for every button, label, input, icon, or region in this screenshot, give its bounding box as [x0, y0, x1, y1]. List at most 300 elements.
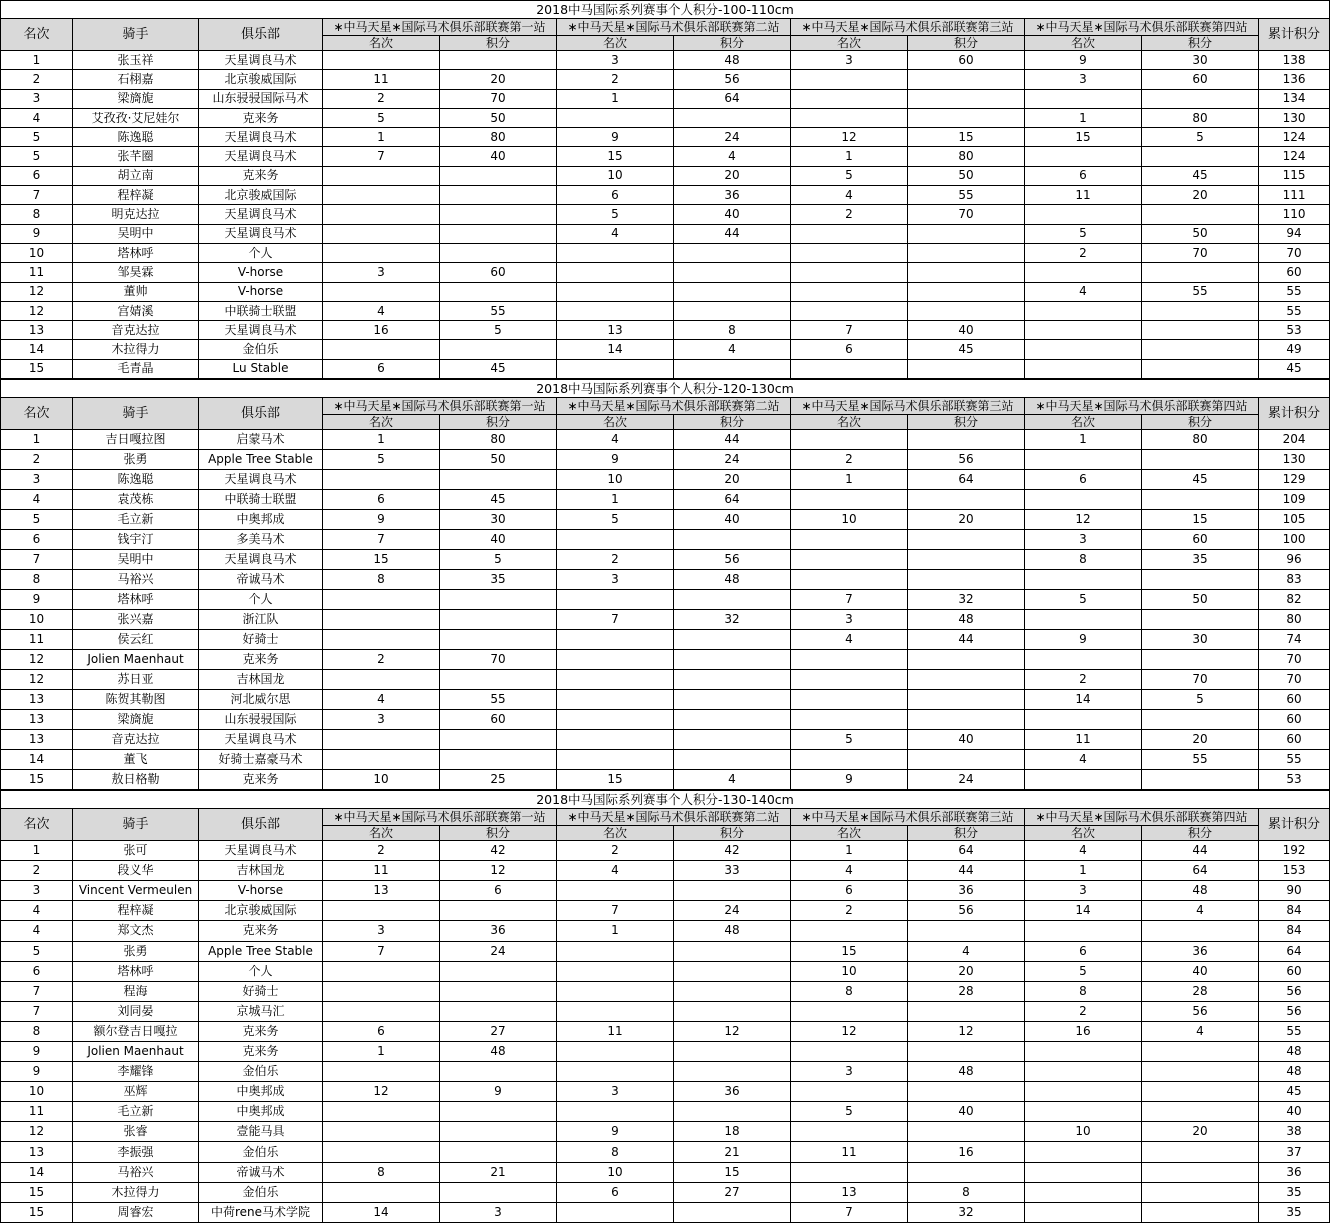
- rank-cell: 4: [1, 921, 73, 941]
- s2-points-cell: [674, 1041, 791, 1061]
- s2-rank-cell: 10: [557, 1162, 674, 1182]
- s1-rank-cell: [323, 470, 440, 490]
- s2-rank-cell: 2: [557, 550, 674, 570]
- club-cell: 山东骎骎国际马术: [199, 89, 323, 108]
- club-cell: 天星调良马术: [199, 205, 323, 224]
- s4-points-cell: [1142, 205, 1259, 224]
- rider-cell: 董飞: [73, 750, 199, 770]
- s3-points-cell: 8: [908, 1182, 1025, 1202]
- table-row: [1, 981, 1330, 1001]
- s2-rank-cell: [557, 881, 674, 901]
- rider-cell: 毛青晶: [73, 359, 199, 378]
- s4-rank-cell: 1: [1025, 861, 1142, 881]
- s3-points-cell: 24: [908, 770, 1025, 790]
- total-cell: 60: [1259, 730, 1330, 750]
- s3-points-cell: 15: [908, 128, 1025, 147]
- s2-points-cell: 24: [674, 450, 791, 470]
- s3-rank-cell: 5: [791, 166, 908, 185]
- header-station-1: ∗中马天星∗国际马术俱乐部联赛第一站: [323, 19, 557, 36]
- table-row: [1, 1122, 1330, 1142]
- club-cell: 天星调良马术: [199, 128, 323, 147]
- table-row: [1, 147, 1330, 166]
- total-cell: 94: [1259, 224, 1330, 243]
- s2-points-cell: [674, 359, 791, 378]
- s3-rank-cell: [791, 670, 908, 690]
- club-cell: 好骑士嘉豪马术: [199, 750, 323, 770]
- s3-rank-cell: 8: [791, 981, 908, 1001]
- s2-points-cell: 36: [674, 186, 791, 205]
- s3-points-cell: [908, 263, 1025, 282]
- table-row: [1, 630, 1330, 650]
- s2-rank-cell: 11: [557, 1021, 674, 1041]
- s3-points-cell: [908, 108, 1025, 127]
- s3-rank-cell: [791, 650, 908, 670]
- table-row: [1, 710, 1330, 730]
- s3-points-cell: 64: [908, 841, 1025, 861]
- table-row: [1, 1082, 1330, 1102]
- rank-cell: 1: [1, 51, 73, 70]
- rider-cell: 张玉祥: [73, 51, 199, 70]
- s4-points-cell: 4: [1142, 1021, 1259, 1041]
- s4-rank-cell: [1025, 321, 1142, 340]
- total-cell: 35: [1259, 1202, 1330, 1222]
- subheader-rank: 名次: [323, 826, 440, 841]
- table-row: [1, 530, 1330, 550]
- table-row: [1, 730, 1330, 750]
- s3-points-cell: [908, 282, 1025, 301]
- s4-rank-cell: [1025, 147, 1142, 166]
- rider-cell: 李振强: [73, 1142, 199, 1162]
- s1-rank-cell: [323, 1142, 440, 1162]
- s3-rank-cell: 9: [791, 770, 908, 790]
- s1-rank-cell: [323, 670, 440, 690]
- s3-rank-cell: 1: [791, 841, 908, 861]
- s2-rank-cell: 1: [557, 921, 674, 941]
- s2-rank-cell: [557, 730, 674, 750]
- table-row: [1, 690, 1330, 710]
- s4-rank-cell: 14: [1025, 690, 1142, 710]
- table-row: [1, 205, 1330, 224]
- rank-cell: 14: [1, 1162, 73, 1182]
- s2-points-cell: [674, 530, 791, 550]
- rider-cell: 石栩嘉: [73, 70, 199, 89]
- s4-rank-cell: 14: [1025, 901, 1142, 921]
- s2-points-cell: 12: [674, 1021, 791, 1041]
- s1-points-cell: 5: [440, 321, 557, 340]
- rider-cell: 邹昊霖: [73, 263, 199, 282]
- header-total: 累计积分: [1259, 809, 1330, 841]
- s1-rank-cell: 12: [323, 1082, 440, 1102]
- s3-points-cell: [908, 670, 1025, 690]
- s1-points-cell: [440, 243, 557, 262]
- subheader-rank: 名次: [791, 415, 908, 430]
- s1-rank-cell: [323, 961, 440, 981]
- s4-rank-cell: 3: [1025, 530, 1142, 550]
- s1-points-cell: [440, 166, 557, 185]
- s2-points-cell: 48: [674, 570, 791, 590]
- s2-points-cell: 21: [674, 1142, 791, 1162]
- s3-points-cell: 48: [908, 610, 1025, 630]
- table-row: [1, 670, 1330, 690]
- club-cell: 帝诚马术: [199, 1162, 323, 1182]
- s4-points-cell: 55: [1142, 750, 1259, 770]
- s1-points-cell: [440, 1001, 557, 1021]
- s1-rank-cell: [323, 750, 440, 770]
- table-row: [1, 750, 1330, 770]
- s1-points-cell: 5: [440, 550, 557, 570]
- rank-cell: 1: [1, 841, 73, 861]
- rider-cell: Vincent Vermeulen: [73, 881, 199, 901]
- table-row: [1, 321, 1330, 340]
- s2-points-cell: [674, 730, 791, 750]
- header-rank: 名次: [1, 19, 73, 51]
- table-row: [1, 70, 1330, 89]
- s3-points-cell: 64: [908, 470, 1025, 490]
- s2-rank-cell: 9: [557, 450, 674, 470]
- s3-rank-cell: [791, 1041, 908, 1061]
- header-station-4: ∗中马天星∗国际马术俱乐部联赛第四站: [1025, 398, 1259, 415]
- table-row: [1, 89, 1330, 108]
- s2-points-cell: [674, 710, 791, 730]
- s3-points-cell: 70: [908, 205, 1025, 224]
- s3-rank-cell: [791, 243, 908, 262]
- s3-rank-cell: [791, 921, 908, 941]
- s3-points-cell: 80: [908, 147, 1025, 166]
- s1-rank-cell: 6: [323, 359, 440, 378]
- s4-points-cell: 44: [1142, 841, 1259, 861]
- s3-rank-cell: 10: [791, 961, 908, 981]
- s2-rank-cell: [557, 630, 674, 650]
- total-cell: 105: [1259, 510, 1330, 530]
- s1-points-cell: [440, 282, 557, 301]
- s2-rank-cell: 3: [557, 1082, 674, 1102]
- s3-rank-cell: [791, 750, 908, 770]
- rank-cell: 12: [1, 301, 73, 320]
- rider-cell: 额尔登吉日嘎拉: [73, 1021, 199, 1041]
- s2-rank-cell: [557, 359, 674, 378]
- rank-cell: 13: [1, 690, 73, 710]
- ranking-table-3: [0, 790, 1330, 1223]
- s4-rank-cell: [1025, 1142, 1142, 1162]
- club-cell: 山东骎骎国际: [199, 710, 323, 730]
- s3-points-cell: [908, 650, 1025, 670]
- s1-points-cell: 40: [440, 530, 557, 550]
- s3-points-cell: 55: [908, 186, 1025, 205]
- s2-rank-cell: [557, 1041, 674, 1061]
- rider-cell: 周睿宏: [73, 1202, 199, 1222]
- s3-points-cell: [908, 301, 1025, 320]
- table-row: [1, 1182, 1330, 1202]
- club-cell: 个人: [199, 590, 323, 610]
- s4-points-cell: [1142, 570, 1259, 590]
- s3-points-cell: 40: [908, 321, 1025, 340]
- total-cell: 35: [1259, 1182, 1330, 1202]
- total-cell: 60: [1259, 961, 1330, 981]
- s1-rank-cell: 10: [323, 770, 440, 790]
- s2-points-cell: 32: [674, 610, 791, 630]
- s2-points-cell: [674, 590, 791, 610]
- s1-points-cell: 21: [440, 1162, 557, 1182]
- total-cell: 36: [1259, 1162, 1330, 1182]
- s4-rank-cell: 1: [1025, 108, 1142, 127]
- club-cell: 天星调良马术: [199, 321, 323, 340]
- subheader-rank: 名次: [791, 36, 908, 51]
- s2-points-cell: [674, 750, 791, 770]
- s4-rank-cell: 1: [1025, 430, 1142, 450]
- table-row: [1, 1021, 1330, 1041]
- total-cell: 192: [1259, 841, 1330, 861]
- s2-rank-cell: [557, 1102, 674, 1122]
- s4-points-cell: 15: [1142, 510, 1259, 530]
- s4-rank-cell: [1025, 450, 1142, 470]
- subheader-rank: 名次: [791, 826, 908, 841]
- s3-points-cell: 44: [908, 630, 1025, 650]
- rider-cell: Jolien Maenhaut: [73, 1041, 199, 1061]
- s4-rank-cell: [1025, 1182, 1142, 1202]
- s1-points-cell: [440, 1062, 557, 1082]
- rank-cell: 8: [1, 1021, 73, 1041]
- subheader-rank: 名次: [323, 415, 440, 430]
- club-cell: 壹能马具: [199, 1122, 323, 1142]
- s2-rank-cell: [557, 981, 674, 1001]
- s1-rank-cell: 16: [323, 321, 440, 340]
- s2-points-cell: 24: [674, 128, 791, 147]
- total-cell: 40: [1259, 1102, 1330, 1122]
- s1-rank-cell: 2: [323, 89, 440, 108]
- s1-rank-cell: [323, 51, 440, 70]
- header-rank: 名次: [1, 398, 73, 430]
- s2-rank-cell: [557, 282, 674, 301]
- total-cell: 45: [1259, 359, 1330, 378]
- s3-points-cell: 56: [908, 450, 1025, 470]
- table-row: [1, 166, 1330, 185]
- s4-rank-cell: 8: [1025, 981, 1142, 1001]
- s4-rank-cell: 5: [1025, 224, 1142, 243]
- table-row: [1, 470, 1330, 490]
- total-cell: 130: [1259, 450, 1330, 470]
- total-cell: 138: [1259, 51, 1330, 70]
- rider-cell: 郑文杰: [73, 921, 199, 941]
- s4-points-cell: [1142, 490, 1259, 510]
- rider-cell: 程梓凝: [73, 186, 199, 205]
- s4-points-cell: 4: [1142, 901, 1259, 921]
- s2-rank-cell: 1: [557, 89, 674, 108]
- table-row: [1, 861, 1330, 881]
- rider-cell: 董帅: [73, 282, 199, 301]
- s1-rank-cell: 6: [323, 1021, 440, 1041]
- s2-rank-cell: [557, 1001, 674, 1021]
- s2-points-cell: [674, 1001, 791, 1021]
- s2-rank-cell: [557, 750, 674, 770]
- club-cell: 克来务: [199, 108, 323, 127]
- s1-rank-cell: 8: [323, 570, 440, 590]
- subheader-rank: 名次: [557, 36, 674, 51]
- s4-points-cell: [1142, 770, 1259, 790]
- s3-points-cell: [908, 1082, 1025, 1102]
- header-row: [1, 398, 1330, 415]
- s4-rank-cell: [1025, 710, 1142, 730]
- s4-points-cell: 48: [1142, 881, 1259, 901]
- s3-rank-cell: [791, 108, 908, 127]
- s1-rank-cell: 7: [323, 530, 440, 550]
- total-cell: 115: [1259, 166, 1330, 185]
- s3-rank-cell: 4: [791, 186, 908, 205]
- s2-points-cell: 36: [674, 1082, 791, 1102]
- total-cell: 84: [1259, 901, 1330, 921]
- club-cell: 金伯乐: [199, 1062, 323, 1082]
- s3-rank-cell: [791, 70, 908, 89]
- table-row: [1, 570, 1330, 590]
- s4-rank-cell: 6: [1025, 941, 1142, 961]
- s1-points-cell: 9: [440, 1082, 557, 1102]
- s4-points-cell: [1142, 1082, 1259, 1102]
- rider-cell: Jolien Maenhaut: [73, 650, 199, 670]
- rank-cell: 7: [1, 981, 73, 1001]
- s2-points-cell: [674, 670, 791, 690]
- s1-rank-cell: [323, 224, 440, 243]
- s4-points-cell: 50: [1142, 224, 1259, 243]
- s4-points-cell: [1142, 89, 1259, 108]
- s2-rank-cell: [557, 108, 674, 127]
- s3-rank-cell: 3: [791, 51, 908, 70]
- rank-cell: 12: [1, 282, 73, 301]
- s1-rank-cell: 4: [323, 690, 440, 710]
- s1-points-cell: [440, 1182, 557, 1202]
- s4-points-cell: [1142, 321, 1259, 340]
- total-cell: 90: [1259, 881, 1330, 901]
- table-title: 2018中马国际系列赛事个人积分-130-140cm: [1, 791, 1330, 809]
- s3-points-cell: [908, 70, 1025, 89]
- s2-rank-cell: 5: [557, 205, 674, 224]
- s1-points-cell: 55: [440, 301, 557, 320]
- s4-points-cell: [1142, 147, 1259, 166]
- s1-points-cell: [440, 670, 557, 690]
- total-cell: 45: [1259, 1082, 1330, 1102]
- rider-cell: 张芊圈: [73, 147, 199, 166]
- s2-points-cell: 18: [674, 1122, 791, 1142]
- table-row: [1, 1202, 1330, 1222]
- rank-cell: 11: [1, 263, 73, 282]
- s4-rank-cell: [1025, 89, 1142, 108]
- club-cell: 启蒙马术: [199, 430, 323, 450]
- s2-points-cell: [674, 630, 791, 650]
- total-cell: 55: [1259, 282, 1330, 301]
- rider-cell: 梁旖旎: [73, 89, 199, 108]
- club-cell: Apple Tree Stable: [199, 941, 323, 961]
- s3-points-cell: 32: [908, 590, 1025, 610]
- s1-rank-cell: [323, 901, 440, 921]
- rank-cell: 8: [1, 205, 73, 224]
- s4-rank-cell: [1025, 650, 1142, 670]
- total-cell: 130: [1259, 108, 1330, 127]
- s4-points-cell: [1142, 1102, 1259, 1122]
- s4-points-cell: 45: [1142, 166, 1259, 185]
- table-row: [1, 881, 1330, 901]
- s2-rank-cell: [557, 710, 674, 730]
- subheader-rank: 名次: [557, 415, 674, 430]
- rank-cell: 3: [1, 470, 73, 490]
- total-cell: 110: [1259, 205, 1330, 224]
- rider-cell: 塔林呼: [73, 590, 199, 610]
- s4-rank-cell: 5: [1025, 590, 1142, 610]
- table-row: [1, 282, 1330, 301]
- s2-points-cell: [674, 881, 791, 901]
- rider-cell: 陈逸聪: [73, 470, 199, 490]
- total-cell: 134: [1259, 89, 1330, 108]
- header-station-2: ∗中马天星∗国际马术俱乐部联赛第二站: [557, 809, 791, 826]
- s4-rank-cell: [1025, 570, 1142, 590]
- total-cell: 74: [1259, 630, 1330, 650]
- header-total: 累计积分: [1259, 398, 1330, 430]
- s3-rank-cell: 2: [791, 901, 908, 921]
- table-row: [1, 901, 1330, 921]
- rank-cell: 4: [1, 490, 73, 510]
- s3-points-cell: 20: [908, 510, 1025, 530]
- club-cell: 多美马术: [199, 530, 323, 550]
- club-cell: 中联骑士联盟: [199, 301, 323, 320]
- header-rider: 骑手: [73, 398, 199, 430]
- s1-rank-cell: [323, 610, 440, 630]
- club-cell: 中联骑士联盟: [199, 490, 323, 510]
- s2-rank-cell: [557, 941, 674, 961]
- header-station-3: ∗中马天星∗国际马术俱乐部联赛第三站: [791, 398, 1025, 415]
- s3-points-cell: 56: [908, 901, 1025, 921]
- total-cell: 124: [1259, 128, 1330, 147]
- s1-rank-cell: [323, 205, 440, 224]
- table-row: [1, 941, 1330, 961]
- club-cell: 好骑士: [199, 630, 323, 650]
- s1-points-cell: [440, 51, 557, 70]
- s2-points-cell: [674, 282, 791, 301]
- s3-rank-cell: 3: [791, 1062, 908, 1082]
- subheader-points: 积分: [908, 36, 1025, 51]
- table-row: [1, 650, 1330, 670]
- s4-points-cell: [1142, 1202, 1259, 1222]
- s2-points-cell: 56: [674, 550, 791, 570]
- s3-rank-cell: 6: [791, 881, 908, 901]
- s1-points-cell: [440, 470, 557, 490]
- rider-cell: 吴明中: [73, 550, 199, 570]
- s3-points-cell: [908, 430, 1025, 450]
- rank-cell: 7: [1, 550, 73, 570]
- s3-points-cell: [908, 570, 1025, 590]
- table-row: [1, 1142, 1330, 1162]
- club-cell: V-horse: [199, 881, 323, 901]
- s4-points-cell: [1142, 263, 1259, 282]
- s4-rank-cell: 8: [1025, 550, 1142, 570]
- s3-rank-cell: 1: [791, 470, 908, 490]
- s2-points-cell: 56: [674, 70, 791, 89]
- s4-rank-cell: [1025, 1162, 1142, 1182]
- s2-rank-cell: [557, 1202, 674, 1222]
- rank-cell: 13: [1, 730, 73, 750]
- rider-cell: 陈逸聪: [73, 128, 199, 147]
- rank-cell: 12: [1, 1122, 73, 1142]
- s1-rank-cell: [323, 340, 440, 359]
- s1-rank-cell: 7: [323, 147, 440, 166]
- rank-cell: 5: [1, 510, 73, 530]
- club-cell: 吉林国龙: [199, 670, 323, 690]
- s1-rank-cell: 2: [323, 841, 440, 861]
- rider-cell: 段义华: [73, 861, 199, 881]
- s4-rank-cell: 4: [1025, 282, 1142, 301]
- s1-rank-cell: 3: [323, 710, 440, 730]
- s2-rank-cell: [557, 243, 674, 262]
- s1-rank-cell: 3: [323, 263, 440, 282]
- s4-rank-cell: [1025, 921, 1142, 941]
- s1-rank-cell: 5: [323, 108, 440, 127]
- s4-rank-cell: [1025, 1041, 1142, 1061]
